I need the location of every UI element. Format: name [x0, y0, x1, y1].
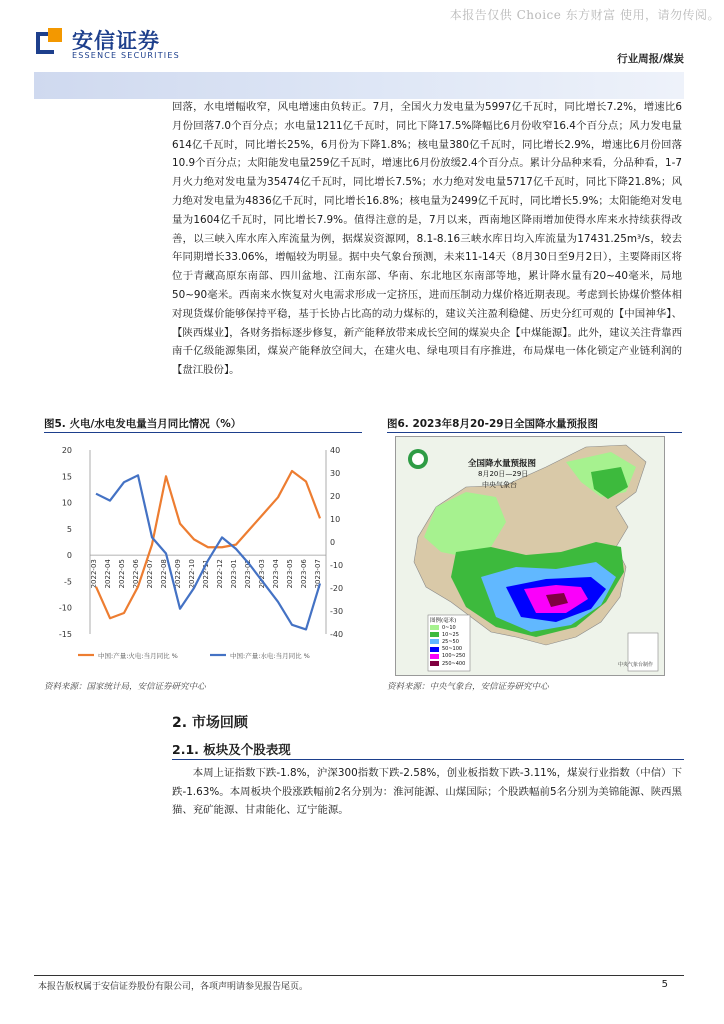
legend-label: 中国:产量:火电:当月同比 % [98, 652, 178, 660]
y-right-tick-label: -20 [330, 584, 344, 593]
map-legend-swatch [430, 632, 439, 637]
x-tick-label: 2022-05 [118, 559, 126, 589]
company-logo-icon [34, 26, 64, 56]
precipitation-map [395, 436, 665, 676]
y-right-tick-label: -10 [330, 561, 344, 570]
figure5-rule [44, 432, 362, 433]
company-name-en: ESSENCE SECURITIES [72, 51, 180, 60]
figure6-source: 资料来源：中央气象台，安信证券研究中心 [387, 682, 549, 692]
map-legend-item [430, 624, 465, 631]
map-legend-item [430, 631, 465, 638]
map-legend-swatch [430, 625, 439, 630]
y-right-tick-label: 20 [330, 492, 341, 501]
map-legend-label: 50~100 [442, 646, 463, 653]
subsection-rule [172, 759, 684, 760]
figure5-title: 图5. 火电/水电发电量当月同比情况（%） [44, 418, 242, 430]
footer-rule [34, 975, 684, 976]
figure6-rule [387, 432, 682, 433]
footer-disclaimer: 本报告版权属于安信证券股份有限公司，各项声明请参见报告尾页。 [38, 982, 309, 992]
map-legend-title: 图例(毫米) [430, 618, 457, 624]
y-right-tick-label: 10 [330, 515, 341, 524]
section-title: 2. 市场回顾 [172, 715, 248, 731]
figure5-chart [44, 436, 362, 674]
x-tick-label: 2023-07 [314, 559, 322, 589]
x-tick-label: 2022-07 [146, 559, 154, 589]
x-tick-label: 2023-05 [286, 559, 294, 589]
map-legend-item [430, 646, 465, 653]
body-paragraph-2: 本周上证指数下跌-1.8%，沪深300指数下跌-2.58%，创业板指数下跌-3.11%，煤炭行业指数（中信）下跌-1.63%。本周板块个股涨跌幅前2名分别为：淮河能源、山煤国际；个股跌幅前5名分别为美锦能源、陕西黑猫、兖矿能源、甘肃能化、辽宁能源。 [172, 767, 682, 817]
map-dates: 8月20日—29日 [478, 470, 529, 478]
map-legend-item [430, 638, 465, 645]
x-tick-label: 2022-11 [202, 559, 210, 589]
x-tick-label: 2023-04 [272, 559, 280, 589]
map-legend-label: 0~10 [442, 624, 456, 631]
x-tick-label: 2022-04 [104, 559, 112, 589]
map-issuer: 中央气象台 [482, 481, 517, 489]
map-legend-swatch [430, 647, 439, 652]
figure6-title: 图6. 2023年8月20-29日全国降水量预报图 [387, 418, 599, 430]
map-legend-label: 100~250 [442, 653, 466, 660]
y-left-tick-label: 5 [66, 524, 72, 534]
y-right-tick-label: -40 [330, 630, 344, 639]
series-line-hydro [96, 475, 320, 629]
x-tick-label: 2022-06 [132, 559, 140, 589]
y-right-tick-label: -30 [330, 607, 344, 616]
map-legend-label: 250~400 [442, 660, 466, 667]
x-tick-label: 2023-03 [258, 559, 266, 589]
x-tick-label: 2022-09 [174, 559, 182, 589]
legend-label: 中国:产量:水电:当月同比 % [230, 652, 310, 660]
map-legend-label: 10~25 [442, 631, 459, 638]
company-name-cn: 安信证券 [72, 29, 160, 53]
map-legend-swatch [430, 654, 439, 659]
y-left-tick-label: 0 [66, 551, 72, 561]
y-left-tick-label: -10 [58, 603, 72, 613]
figure5-source: 资料来源：国家统计局，安信证券研究中心 [44, 682, 206, 692]
map-legend-item [430, 660, 465, 667]
x-tick-label: 2022-10 [188, 559, 196, 589]
x-tick-label: 2023-06 [300, 559, 308, 589]
map-legend-list [430, 624, 465, 667]
body-paragraph-1: 回落，水电增幅收窄，风电增速由负转正。7月，全国火力发电量为5997亿千瓦时，同比增长7.2%，增速比6月份回落7.0个百分点；水电量1211亿千瓦时，同比下降17.5%降幅比6月份收窄16.4个百分点；风力发电量614亿千瓦时，同比增长25%，6月份为下降1.8%；核电量380亿千瓦时，同比增长2.9%，增速比6月份回落10.9个百分点；太阳能发电量259亿千瓦时，增速比6月份放缓2.4个百分点。累计分品种来看，分品种看，1-7月火力绝对发电量为35474亿千瓦时，同比增长7.5%；水力绝对发电量5717亿千瓦时，同比下降21.8%；风力绝对发电量为4836亿千瓦时，同比增长16.8%；核电量为2499亿千瓦时，同比增长5.9%；太阳能绝对发电量为1604亿千瓦时，同比增长7.9%。值得注意的是，7月以来，西南地区降雨增加使得水库来水持续获得改善，以三峡入库水库入库流量为例，据煤炭资源网，8.1-8.16三峡水库日均入库流量为17431.25m³/s，较去年同期增长33.06%，增幅较为明显。据中央气象台预测，未来11-14天（8月30日至9月2日），主要降雨区将位于青藏高原东南部、四川盆地、江南东部、华南、东北地区东南部等地，累计降水量有20~40毫米，局地50~90毫米。西南来水恢复对火电需求形成一定挤压，进而压制动力煤价格近期表现。考虑到长协煤价整体相对现货煤价能够保持平稳，基于长协占比高的动力煤标的，建议关注盈利稳健、历史分红可观的【中国神华】、【陕西煤业】，各财务指标逐步修复，新产能释放带来成长空间的煤炭央企【中煤能源】。此外，建议关注背靠西南千亿级能源集团，煤炭产能释放空间大，在建火电、绿电项目有序推进，布局煤电一体化锁定产业链利润的【盘江股份】。 [172, 101, 682, 377]
map-legend-item [430, 653, 465, 660]
y-left-tick-label: -5 [64, 577, 72, 587]
subsection-title: 2.1. 板块及个股表现 [172, 742, 291, 757]
x-tick-label: 2022-12 [216, 559, 224, 589]
map-legend-swatch [430, 661, 439, 666]
y-left-tick-label: 10 [61, 498, 72, 508]
map-legend-label: 25~50 [442, 638, 459, 645]
y-left-tick-label: 15 [61, 472, 72, 482]
watermark: 本报告仅供 Choice 东方财富 使用，请勿传阅。 [449, 8, 720, 22]
page-number: 5 [661, 979, 668, 990]
y-right-tick-label: 0 [330, 538, 336, 547]
series-line-thermal [96, 471, 320, 618]
map-legend-swatch [430, 639, 439, 644]
x-tick-label: 2022-03 [90, 559, 98, 589]
x-tick-label: 2023-02 [244, 559, 252, 589]
map-title: 全国降水量预报图 [468, 459, 537, 469]
y-right-tick-label: 40 [330, 446, 341, 455]
y-left-tick-label: -15 [58, 630, 72, 639]
y-left-tick-label: 20 [61, 446, 72, 455]
x-tick-label: 2023-01 [230, 559, 238, 589]
line-chart [44, 436, 362, 674]
map-issuer-mark: 中央气象台制作 [618, 662, 654, 668]
y-right-tick-label: 30 [330, 469, 341, 478]
x-tick-label: 2022-08 [160, 559, 168, 589]
report-type: 行业周报/煤炭 [617, 53, 684, 65]
header-band [34, 72, 684, 99]
